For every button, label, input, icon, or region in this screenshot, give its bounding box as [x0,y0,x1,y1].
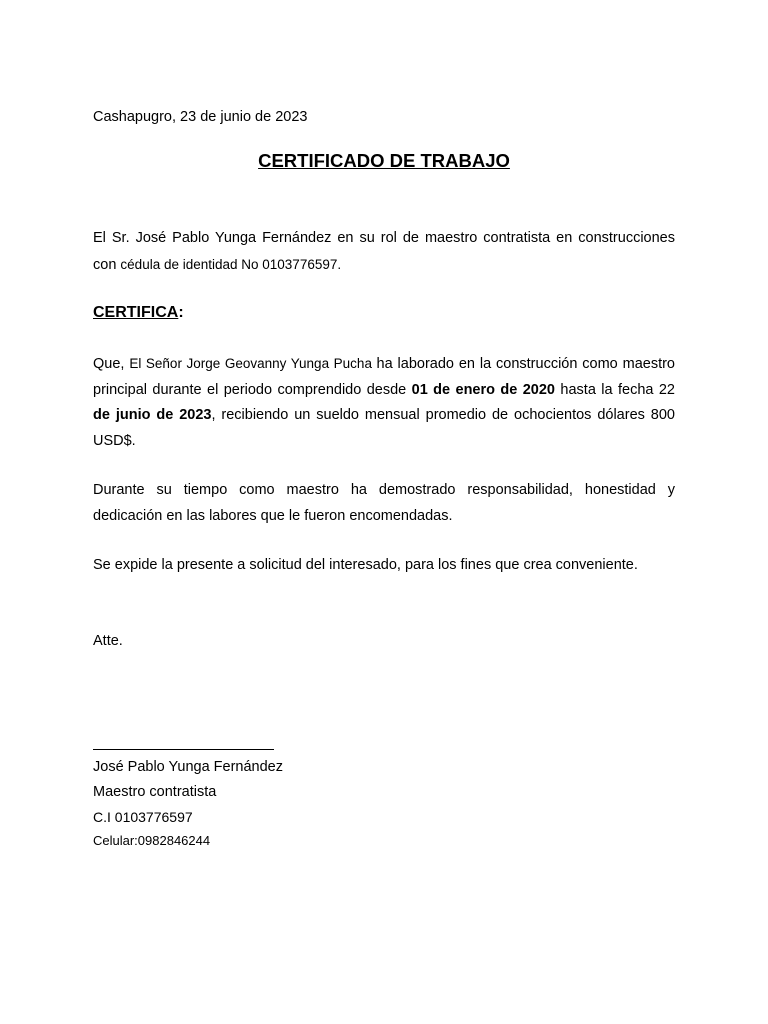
intro-paragraph [93,226,675,278]
employment-text-d: hasta la fecha 22 [555,381,675,398]
document-title: CERTIFICADO DE TRABAJO [258,150,510,171]
conduct-paragraph: Durante su tiempo como maestro ha demostrado responsabilidad, honestidad y dedicación en las labores que le fueron encomendadas. [93,482,675,524]
certifica-colon: : [178,304,184,321]
document-page [93,0,675,1024]
signer-name: José Pablo Yunga Fernández [93,759,283,775]
signer-id: C.I 0103776597 [93,809,193,825]
signer-role: Maestro contratista [93,784,217,800]
employment-text-e: , recibiendo un sueldo mensual promedio de ochocientos dólares 800 USD$. [93,407,675,449]
employment-text-a: Que, [93,356,130,372]
signer-phone: Celular:0982846244 [93,833,211,848]
employee-name: El Señor Jorge Geovanny Yunga Pucha [129,356,377,371]
closing-atte: Atte. [93,633,123,649]
start-date: 01 de enero de 2020 [411,381,555,398]
certifica-word: CERTIFICA [93,304,179,321]
signature-line [93,749,274,750]
certifica-heading [93,302,184,324]
employment-text-c: ha laborado en la construcción como maestro principal durante el periodo comprendido desde [93,356,675,398]
end-date: de junio de 2023 [93,407,212,423]
employment-paragraph [93,351,675,454]
intro-id-text: cédula de identidad No 0103776597. [120,256,342,272]
intro-text: El Sr. José Pablo Yunga Fernández en su rol de maestro contratista en construcciones con [93,230,675,273]
place-date: Cashapugro, 23 de junio de 2023 [93,109,308,125]
issuance-paragraph: Se expide la presente a solicitud del interesado, para los fines que crea conveniente. [93,557,638,573]
